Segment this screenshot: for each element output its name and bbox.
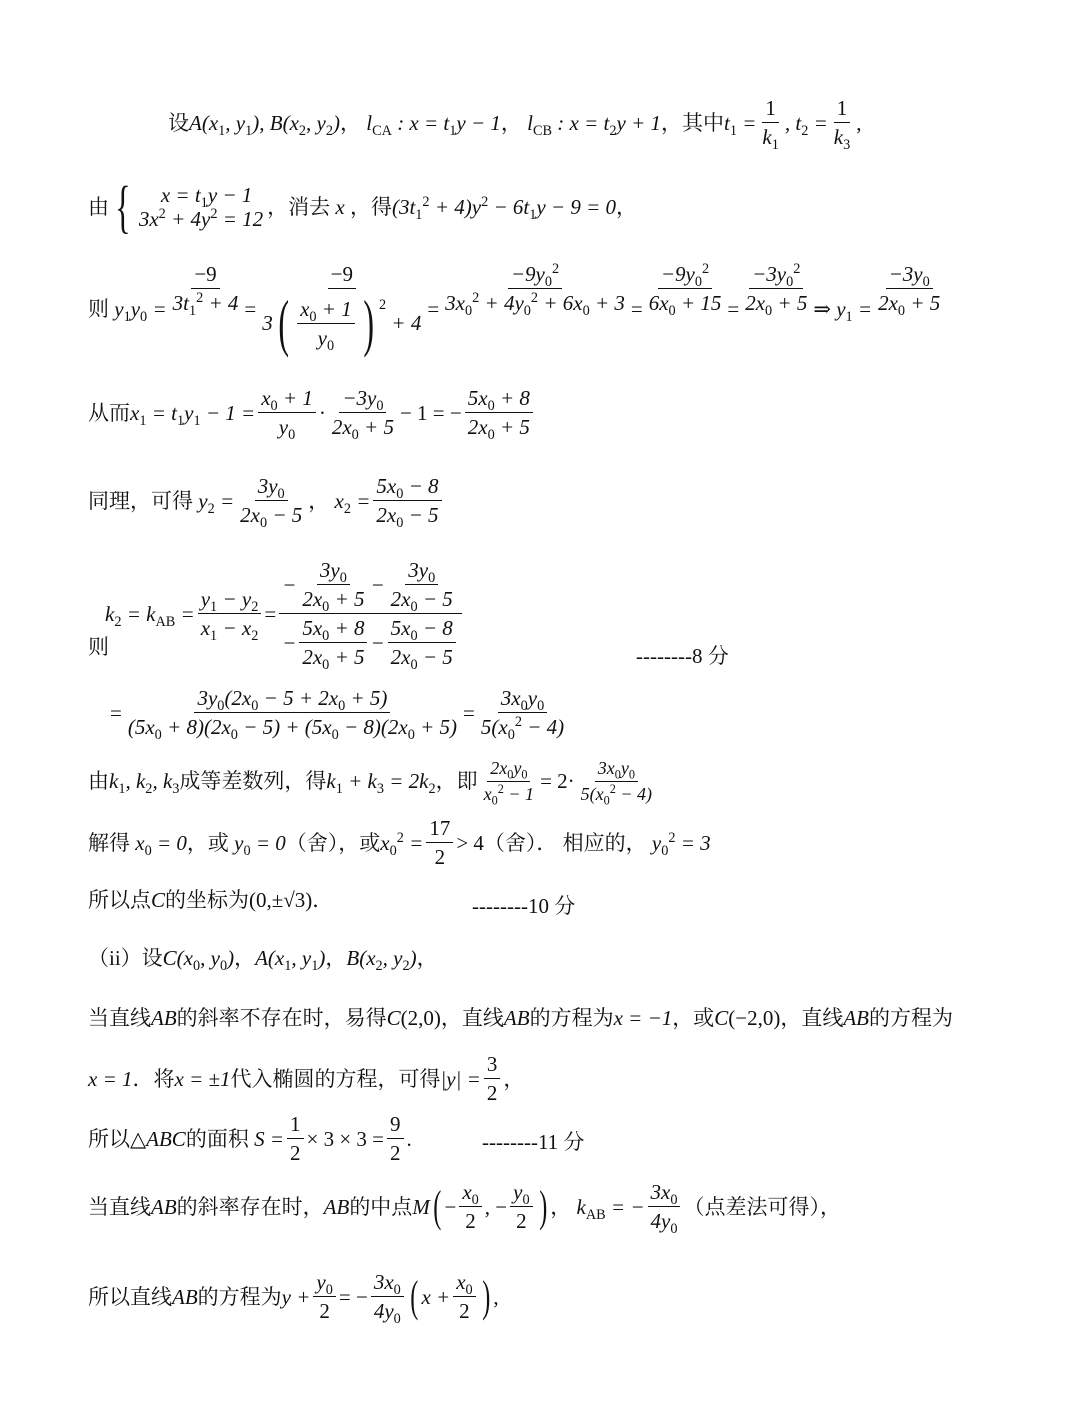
text: 的面积 [185,1126,249,1151]
fraction: −9 3 ( $\frac{x_0 + 1}{y_0}$ ) $^2$ + 4 [262,262,422,359]
formula: $l_{CB}$ : $x = t_2y + 1$ [521,110,661,139]
text: 的斜率存在时， [176,1194,324,1219]
fraction: $\frac{y_0}{2}$ [313,1270,335,1323]
text: 所以直线 [88,1284,172,1309]
formula: $l_{CA}$ : $x = t_1y - 1$ [361,110,501,139]
text: ，或 [186,830,229,855]
text: 当直线 [88,1194,151,1219]
fraction: $\frac{-3y_0^2}{2x_0 + 5}$ [745,261,808,320]
line-12: 当直线 AB 的斜率不存在时，易得 C (2,0) ，直线 AB 的方程为 x = −1 ，或 C (−2,0) ，直线 AB 的方程为 [88,1006,954,1030]
line-2 [88,174,638,239]
equation-system: $x = t_1y - 1$ $3x^2 + 4y^2 = 12$ [138,182,264,231]
text: ， [500,110,522,135]
line-16: 所以直线 AB 的方程为 y + $\frac{y_0}{2}$ = − $\frac{3x_0}{4y_0}$ ( x + $\frac{x_0}{2}$ ) , [88,1270,499,1328]
text: ，其中 [661,110,724,135]
fraction: $\frac{3y_0(2x_0 - 5 + 2x_0 + 5)}{(5x_0 + 8)(2x_0 - 5) + (5x_0 - 8)(2x_0 + 5)}$ [127,686,458,744]
text: ，即 [435,769,478,794]
formula: $k_2 = k_{AB}$ = [105,601,195,630]
text: （舍）． 相应的， [483,830,647,855]
line-4: 从而 $x_1 = t_1y_1 - 1$ = $\frac{x_0 + 1}{y_0}$ · $\frac{-3y_0}{2x_0 + 5}$ − 1 = − $\frac{5x_0 + 8}{2x_0 + 5}$ [88,386,536,439]
fraction: $\frac{3x_0y_0}{5(x_0^2 - 4)}$ [480,686,565,744]
formula: $A(x_1$, $y_1$), $B(x_2$, $y_2$) [189,110,341,139]
text: ．将 [132,1066,175,1091]
text: 从而 [88,400,130,425]
score-11: --------11 分 [482,1130,585,1154]
score-8: --------8 分 [636,644,729,668]
line-14: 所以△ ABC 的面积 S = $\frac{1}{2}$ × 3 × 3 = $\frac{9}{2}$ . [88,1112,412,1166]
fraction: $\frac{x_0 + 1}{y_0}$ [258,386,316,439]
formula: $t_1$ = [724,110,757,139]
text: 所以△ [88,1126,147,1151]
formula: $k_1 + k_3 = 2k_2$ [326,769,436,798]
line-5: 同理，可得 $y_2$ = $\frac{3y_0}{2x_0 - 5}$ ， $x_2$ = $\frac{5x_0 - 8}{2x_0 - 5}$ [88,474,445,527]
line-3: 则 $y_1y_0$ = $\frac{-9}{3t_1^2 + 4}$ = −9 3 ( $\frac{x_0 + 1}{y_0}$ ) $^2$ + 4 = $\frac{-9y_0^2}{3x_0^2 + 4y_0^2 + 6x_0 + 3}$ = $\frac{-9y_0^2}{6x_0 + 15}$ = $\frac{-3y_0^2}{2x_0 + 5}$ ⇒ $y_1$ = $\frac{-3y_0}{2x_0 + 5}$ [88,262,946,355]
fraction: $\frac{3x_0y_0}{5(x_0^2 - 4)}$ [580,758,653,808]
fraction: $\frac{y_0}{2}$ [510,1180,532,1233]
line-8: 由 $k_1$, $k_2$, $k_3$ 成等差数列，得 $k_1 + k_3 = 2k_2$ ，即 $\frac{2x_0y_0}{x_0^2 - 1}$ = 2· $\frac{3x_0y_0}{5(x_0^2 - 4)}$ [88,758,658,804]
fraction: $\frac{17}{2}$ [426,816,453,869]
text: 的方程为 [529,1006,614,1030]
text: 的坐标为 [165,888,250,912]
formula: $(3t_1^2 + 4)y^2 - 6t_1y - 9 = 0$ [391,193,617,224]
line-10 [88,888,333,912]
text: 成等差数列，得 [179,769,327,794]
text: ，或 [672,1006,715,1030]
text: 当直线 [88,1006,151,1030]
formula: $y_2$ = [193,488,235,517]
fraction: $\frac{-3y_0}{2x_0 + 5}$ [878,262,941,320]
fraction: $\frac{-3y_0}{2x_0 + 5}$ [331,386,394,444]
fraction: $\frac{9}{2}$ [387,1112,404,1165]
fraction: $\frac{1}{k_3}$ [833,96,851,154]
text: 同理，可得 [88,488,193,513]
fraction: $\frac{1}{2}$ [287,1112,304,1165]
formula: $x_2$ = [329,488,371,517]
formula: $B(x_2$, $y_2$) [346,946,417,975]
formula: , $t_2$ = [784,110,828,139]
text: 则 [88,635,109,660]
fraction: $\frac{3y_0}{2x_0 - 5}$ [240,474,303,532]
formula: $y_1$ = [830,296,873,325]
line-1 [168,96,862,154]
line-13: x = 1 ．将 x = ±1 代入椭圆的方程，可得 |y| = $\frac{3}{2}$ ， [88,1052,525,1106]
formula: x [330,194,350,219]
fraction: $\frac{y_1 - y_2}{x_1 - x_2}$ [198,587,262,640]
formula: $y_0^2 = 3$ [646,829,711,859]
fraction: − $\frac{3y_0}{2x_0 + 5}$ − $\frac{3y_0}{2x_0 - 5}$ − $\frac{5x_0 + 8}{2x_0 + 5}$ − $\frac{5x_0 - 8}{2x_0 - 5}$ [279,558,462,670]
fraction: $\frac{5x_0 - 8}{2x_0 - 5}$ [373,474,441,527]
fraction: $\frac{3x_0}{4y_0}$ [371,1270,404,1323]
fraction: $\frac{-9y_0^2}{6x_0 + 15}$ [648,261,722,320]
text: 代入椭圆的方程，可得 [230,1066,441,1091]
line-15: 当直线 AB 的斜率存在时， AB 的中点 M ( − $\frac{x_0}{2}$ , − $\frac{y_0}{2}$ ) ， $k_{AB}$ = − $\frac{3x_0}{4y_0}$ （点差法可得）， [88,1180,841,1238]
text: 所以点 [88,888,151,912]
score-10: --------10 分 [472,894,576,918]
formula: $C(x_0$, $y_0$) [162,946,235,975]
fraction: $\frac{2x_0y_0}{x_0^2 - 1}$ [483,758,535,808]
fraction: $\frac{-9y_0^2}{3x_0^2 + 4y_0^2 + 6x_0 + 3}$ [445,261,625,320]
text: ，直线 [780,1006,844,1030]
formula: $x_0^2$ = [380,829,424,859]
text: ，得 [349,194,392,219]
brace: { [115,174,131,239]
formula: $y_1y_0$ = [109,296,167,325]
text: 设 [168,110,189,135]
fraction: $\frac{5x_0 + 8}{2x_0 + 5}$ [465,386,533,439]
text: 的中点 [349,1194,413,1219]
text: ，直线 [440,1006,504,1030]
text: 的方程为 [197,1284,282,1309]
text: 解得 [88,830,130,855]
text: ， [340,110,362,135]
text: 则 [88,296,109,321]
text: （点差法可得）， [683,1194,841,1219]
fraction: $\frac{3x_0}{4y_0}$ [648,1180,681,1233]
line-9: 解得 $x_0 = 0$ ，或 $y_0 = 0$ （舍），或 $x_0^2$ = $\frac{17}{2}$ > 4 （舍）． 相应的， $y_0^2 = 3$ [88,816,711,870]
formula: $k_1$, $k_2$, $k_3$ [109,769,180,798]
fraction: $\frac{3}{2}$ [484,1052,501,1105]
text: ，消去 [267,194,331,219]
formula: C [151,888,166,912]
text: , [856,110,862,135]
text: 由 [88,769,109,794]
text: 的斜率不存在时，易得 [176,1006,387,1030]
text: 由 [88,194,109,219]
fraction: $\frac{-9}{3t_1^2 + 4}$ [172,262,239,320]
formula: (0,±√3)． [249,888,334,912]
text: 的方程为 [869,1006,954,1030]
formula: $x_0 = 0$ [130,830,187,859]
text: （ii）设 [88,946,163,970]
formula: $A(x_1$, $y_1$) [255,946,326,975]
line-6: 则 $k_2 = k_{AB}$ = $\frac{y_1 - y_2}{x_1 - x_2}$ = − $\frac{3y_0}{2x_0 + 5}$ − $\frac{3y_0}{2x_0 - 5}$ − $\frac{5x_0 + 8}{2x_0 + 5}$ − $\frac{5x_0 - 8}{2x_0 - 5}$ [88,558,465,670]
text: ， [616,194,638,219]
fraction: $\frac{x_0}{2}$ [453,1270,475,1323]
fraction: $\frac{1}{k_1}$ [762,96,779,154]
formula: $x_1 = t_1y_1 - 1$ = [130,400,256,429]
formula: $y_0 = 0$ [228,830,286,859]
line-11: （ii）设 $C(x_0$, $y_0$) ， $A(x_1$, $y_1$) ， $B(x_2$, $y_2$) ， [88,946,438,975]
text: （舍），或 [285,830,381,855]
line-7: = $\frac{3y_0(2x_0 - 5 + 2x_0 + 5)}{(5x_0 + 8)(2x_0 - 5) + (5x_0 - 8)(2x_0 + 5)}$ = $\frac{3x_0y_0}{5(x_0^2 - 4)}$ [110,686,570,739]
fraction: $\frac{x_0}{2}$ [459,1180,481,1233]
